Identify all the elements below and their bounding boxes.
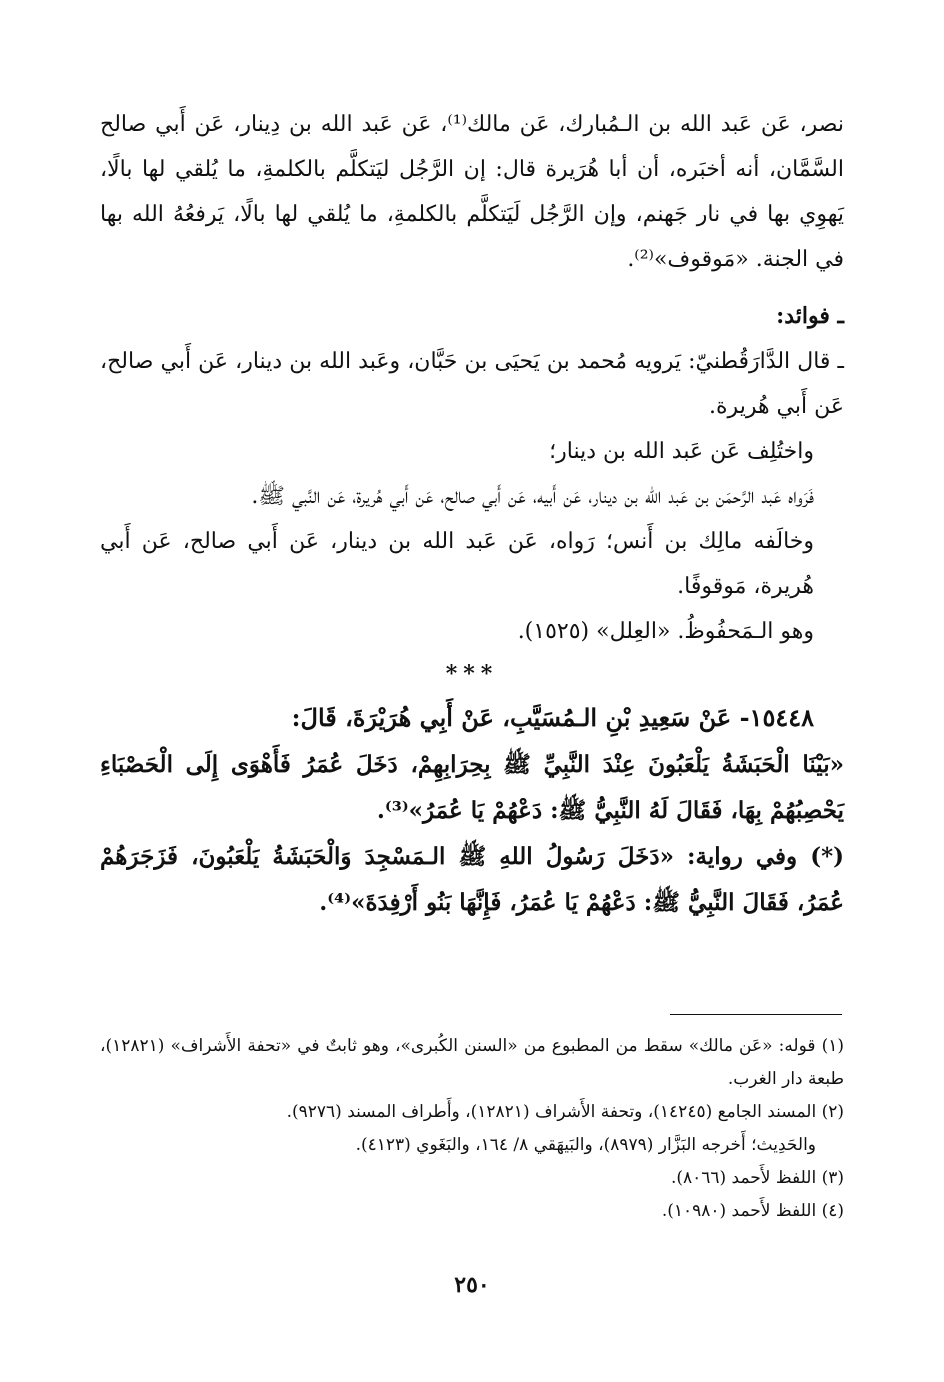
hadith-text: «بَيْنَا الْحَبَشَةُ يَلْعَبُونَ عِنْدَ النَّبِيِّ ﷺ بِحِرَابِهِمْ، دَخَلَ عُمَرُ فَأَهْوَى إِلَى الْحَصْبَاءِ يَحْصِبُهُمْ بِهَا، فَقَالَ لَهُ النَّبِيُّ ﷺ: دَعْهُمْ يَا عُمَرُ»⁽³⁾. bbox=[100, 751, 844, 824]
footnote-4: (٤) اللفظ لأَحمد (١٠٩٨٠). bbox=[661, 1201, 844, 1221]
fawaid-line-1: ـ قال الدَّارَقُطنيّ: يَرويه مُحمد بن يَحيَى بن حَبَّان، وعَبد الله بن دينار، عَن أَبي صالح، عَن أَبي هُريرة. bbox=[100, 349, 844, 419]
section-separator: *** bbox=[445, 661, 499, 687]
footnote-3: (٣) اللفظ لأَحمد (٨٠٦٦). bbox=[670, 1168, 844, 1188]
hadith-riwaya: (*) وفي رواية: «دَخَلَ رَسُولُ اللهِ ﷺ الـمَسْجِدَ وَالْحَبَشَةُ يَلْعَبُونَ، فَزَجَرَهُمْ عُمَرُ، فَقَالَ النَّبِيُّ ﷺ: دَعْهُمْ يَا عُمَرُ، فَإِنَّهَا بَنُو أَرْفِدَةَ»⁽⁴⁾. bbox=[100, 843, 844, 916]
hadith-title: ١٥٤٤٨- عَنْ سَعِيدِ بْنِ الـمُسَيَّبِ، عَنْ أَبِي هُرَيْرَةَ، قَالَ: bbox=[291, 703, 814, 732]
page-number: ٢٥٠ bbox=[454, 1272, 490, 1298]
footnotes bbox=[100, 1030, 844, 1228]
fawaid-heading: ـ فوائد: bbox=[776, 303, 844, 329]
footnote-1: (١) قوله: «عَن مالك» سقط من المطبوع من «السنن الكُبرى»، وهو ثابتٌ في «تحفة الأَشراف» (١٢٨٢١)، طبعة دار الغرب. bbox=[100, 1036, 844, 1089]
main-text bbox=[100, 102, 844, 926]
fawaid-line-3: فَرَواه عَبد الرَّحمَن بن عَبد الله بن دينار، عَن أَبيه، عَن أَبي صالح، عَن أَبي هُريرة، عَن النَّبي ﷺ. bbox=[251, 484, 814, 509]
fawaid-line-2: واختُلِف عَن عَبد الله بن دينار؛ bbox=[549, 439, 814, 464]
fawaid-line-4: وخالَفه مالِك بن أَنس؛ رَواه، عَن عَبد الله بن دينار، عَن أَبي صالح، عَن أَبي هُريرة، مَوقوفًا. bbox=[100, 529, 814, 599]
footnote-2-continued: والحَدِيث؛ أَخرجه البَزَّار (٨٩٧٩)، والبَيهَقي ٨/ ١٦٤، والبَغَوي (٤١٢٣). bbox=[355, 1135, 816, 1155]
paragraph-isnad: نصر، عَن عَبد الله بن الـمُبارك، عَن مالك⁽¹⁾، عَن عَبد الله بن دِينار، عَن أَبي صالح السَّمَّان، أنه أخبَره، أن أبا هُرَيرة قال: إن الرَّجُل ليَتكلَّم بالكلمةِ، ما يُلقي لها بالًا، يَهوِي بها في نار جَهنم، وإن الرَّجُل لَيَتكلَّم بالكلمةِ، ما يُلقي لها بالًا، يَرفعُهُ الله بها في الجنة. «مَوقوف»⁽²⁾. bbox=[100, 112, 844, 272]
fawaid-line-5: وهو الـمَحفُوظُ. «العِلل» (١٥٢٥). bbox=[517, 619, 814, 644]
footnote-divider bbox=[670, 1014, 842, 1015]
footnote-2: (٢) المسند الجامع (١٤٢٤٥)، وتحفة الأَشراف (١٢٨٢١)، وأَطراف المسند (٩٢٧٦). bbox=[286, 1102, 844, 1122]
